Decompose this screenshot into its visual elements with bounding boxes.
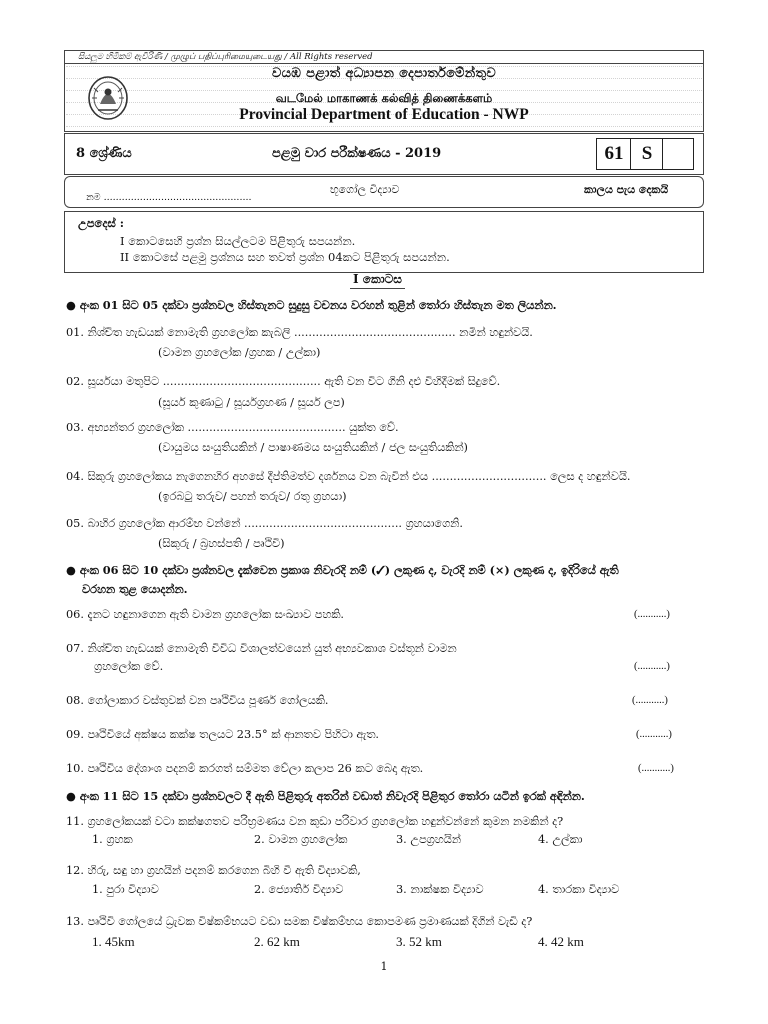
instruction-line: II කොටසේ පළමු ප්‍රශ්නය සහ තවත් ප්‍රශ්න 04කට පිළිතුරු සපයන්න. xyxy=(120,250,450,264)
paper-code-number: 61 xyxy=(604,143,624,164)
mcq-option[interactable]: 1. පුරා විද්‍යාව xyxy=(92,883,159,896)
department-name-english: Provincial Department of Education - NWP xyxy=(239,106,529,123)
question-text: 12. හිරු, සඳු හා ග්‍රහයින් පදනම් කරගෙන බිහි වී ඇති විද්‍යාවකි, xyxy=(66,864,361,877)
question-options: (වායුමය සංයුතියකින් / පාෂාණමය සංයුතියකින් / ජල සංයුතියකින්) xyxy=(158,441,468,454)
question-text: 07. නිශ්චිත හැඩයක් නොමැති විවිධ විශාලත්වයෙන් යුත් අභ්‍යවකාශ වස්තූන් වාමන xyxy=(66,642,457,655)
section-instruction: ● අංක 06 සිට 10 දක්වා ප්‍රශ්නවල දැක්වෙන ප්‍රකාශ නිවැරදි නම් (✓) ලකුණ ද, වැරදි නම් (×) ලකුණ ද, ඉදිරියේ ඇති xyxy=(66,563,619,577)
mcq-option[interactable]: 4. උල්කා xyxy=(538,833,583,846)
rights-notice: සියලුම හිමිකම් ඇවිරිණි / முழுப் பதிப்புரிமையுடையது / All Rights reserved xyxy=(64,50,704,64)
section-instruction-text: අංක 11 සිට 15 දක්වා ප්‍රශ්නවලට දී ඇති පිළිතුරු අතරින් වඩාත් නිවැරදි පිළිතුර තෝරා යටින් ඉරක් අඳින්න. xyxy=(79,789,585,803)
section-instruction-text: අංක 06 සිට 10 දක්වා ප්‍රශ්නවල දැක්වෙන ප්‍රකාශ නිවැරදි නම් (✓) ලකුණ ද, වැරදි නම් (×) ලකුණ ද, ඉදිරියේ ඇති xyxy=(79,563,619,577)
question-text: 03. අභ්‍යන්තර ග්‍රහලෝක ............................................ යුක්ත වේ. xyxy=(66,421,399,434)
answer-blank[interactable]: (...........) xyxy=(632,695,668,706)
answer-blank[interactable]: (...........) xyxy=(634,661,670,672)
section-instruction: ● අංක 01 සිට 05 දක්වා ප්‍රශ්නවල හිස්තැනට සුදුසු වචනය වරහන් තුළින් තෝරා හිස්තැන මත ලියන්න. xyxy=(66,298,557,312)
answer-blank[interactable]: (...........) xyxy=(636,729,672,740)
mcq-option[interactable]: 1. 45km xyxy=(92,934,135,949)
student-name-field[interactable]: නම ................................................. xyxy=(86,192,252,203)
mcq-option[interactable]: 2. වාමන ග්‍රහලෝක xyxy=(254,833,348,846)
department-name-sinhala: වයඹ පළාත් අධ්‍යාපන දෙපාර්තමේන්තුව xyxy=(272,66,496,81)
question-text: 08. ගෝලාකාර වස්තුවක් වන පෘථිවිය පූර්ණ ගෝලයකි. xyxy=(66,694,329,707)
section-instruction-text: අංක 01 සිට 05 දක්වා ප්‍රශ්නවල හිස්තැනට සුදුසු වචනය වරහන් තුළින් තෝරා හිස්තැන මත ලියන්න. xyxy=(79,298,557,312)
instructions-title: උපදෙස් : xyxy=(78,216,125,230)
question-text: 06. දැනට හඳුනාගෙන ඇති වාමන ග්‍රහලෝක සංඛ්‍යාව පහකි. xyxy=(66,608,345,621)
instruction-line: I කොටසෙහි ප්‍රශ්න සියල්ලටම පිළිතුරු සපයන්න. xyxy=(120,234,356,248)
question-text: 13. පෘථිවි ගෝලයේ ධ්‍රැවක විෂ්කම්භයට වඩා සමක විෂ්කම්භය කොපමණ ප්‍රමාණයක් දිගින් වැඩි ද? xyxy=(66,915,533,928)
duration-label: කාලය පැය දෙකයි xyxy=(584,183,669,196)
question-text-cont: ග්‍රහලෝක වේ. xyxy=(94,660,164,673)
question-text: 02. සූර්යයා මතුපිට ............................................ ඇති වන විට ගිනි දළු විහිදීමක් සිදුවේ. xyxy=(66,375,501,388)
paper-code-blank xyxy=(664,140,694,168)
section-instruction: ● අංක 11 සිට 15 දක්වා ප්‍රශ්නවලට දී ඇති පිළිතුරු අතරින් වඩාත් නිවැරදි පිළිතුර තෝරා යටින් ඉරක් අඳින්න. xyxy=(66,789,585,803)
mcq-option[interactable]: 2. 62 km xyxy=(254,934,300,949)
mcq-option[interactable]: 4. 42 km xyxy=(538,934,584,949)
question-options: (ඉරබටු තරුව/ පහන් තරුව/ රතු ග්‍රහයා) xyxy=(158,490,347,503)
exam-title: පළමු වාර පරීක්ෂණය - 2019 xyxy=(272,146,442,161)
question-text: 04. සිකුරු ග්‍රහලෝකය නැගෙනහිර අහසේ දීප්තිමත්ව දර්ශනය වන බැවින් එය ................................ ලෙස ද හඳුන්වයි. xyxy=(66,470,631,483)
mcq-option[interactable]: 3. 52 km xyxy=(396,934,442,949)
page-number: 1 xyxy=(380,960,388,973)
question-text: 11. ග්‍රහලෝකයක් වටා කක්ෂගතව පරිභ්‍රමණය වන කුඩා පරිවාර ග්‍රහලෝක හඳුන්වන්නේ කුමන නමකින් ද? xyxy=(66,815,564,828)
question-text: 01. නිශ්චිත හැඩයක් නොමැති ග්‍රහලෝක කැබලි ............................................. නමින් හඳුන්වයි. xyxy=(66,326,533,339)
question-options: (වාමන ග්‍රහලෝක /ග්‍රහක / උල්කා) xyxy=(158,346,321,359)
mcq-option[interactable]: 3. උපග්‍රහයින් xyxy=(396,833,461,846)
question-options: (සිකුරු / බ්‍රහස්පති / පෘථිවි) xyxy=(158,537,285,550)
question-text: 05. බාහිර ග්‍රහලෝක ආරම්භ වන්නේ ............................................ ග්‍රහයාගෙනි. xyxy=(66,517,463,530)
mcq-option[interactable]: 3. නාක්ෂක විද්‍යාව xyxy=(396,883,484,896)
question-options: (සූර්ය කුණාටු / සූර්යග්‍රහණ / සූර්ය ලප) xyxy=(158,396,345,409)
grade-label: 8 ශ්‍රේණිය xyxy=(76,146,132,161)
mcq-option[interactable]: 1. ග්‍රහක xyxy=(92,833,133,846)
subject-label: භූගෝල විද්‍යාව xyxy=(330,183,400,196)
paper-code-letter: S xyxy=(641,143,653,164)
department-name-tamil: வடமேல் மாகாணக் கல்வித் திணைக்களம் xyxy=(275,91,493,105)
answer-blank[interactable]: (...........) xyxy=(638,763,674,774)
mcq-option[interactable]: 2. ජ්‍යොතිර් විද්‍යාව xyxy=(254,883,344,896)
section-instruction-text: වරහන තුළ යොදන්න. xyxy=(82,582,188,596)
part-title: I කොටස xyxy=(350,272,405,289)
question-text: 09. පෘථිවියේ අක්ෂය කක්ෂ තලයට 23.5° ක් ආනතව පිහිටා ඇත. xyxy=(66,728,379,741)
question-text: 10. පෘථිවිය දේශාංශ පදනම් කරගත් සම්මත වේලා කලාප 26 කට බෙදා ඇත. xyxy=(66,762,424,775)
answer-blank[interactable]: (...........) xyxy=(634,609,670,620)
mcq-option[interactable]: 4. තාරකා විද්‍යාව xyxy=(538,883,620,896)
